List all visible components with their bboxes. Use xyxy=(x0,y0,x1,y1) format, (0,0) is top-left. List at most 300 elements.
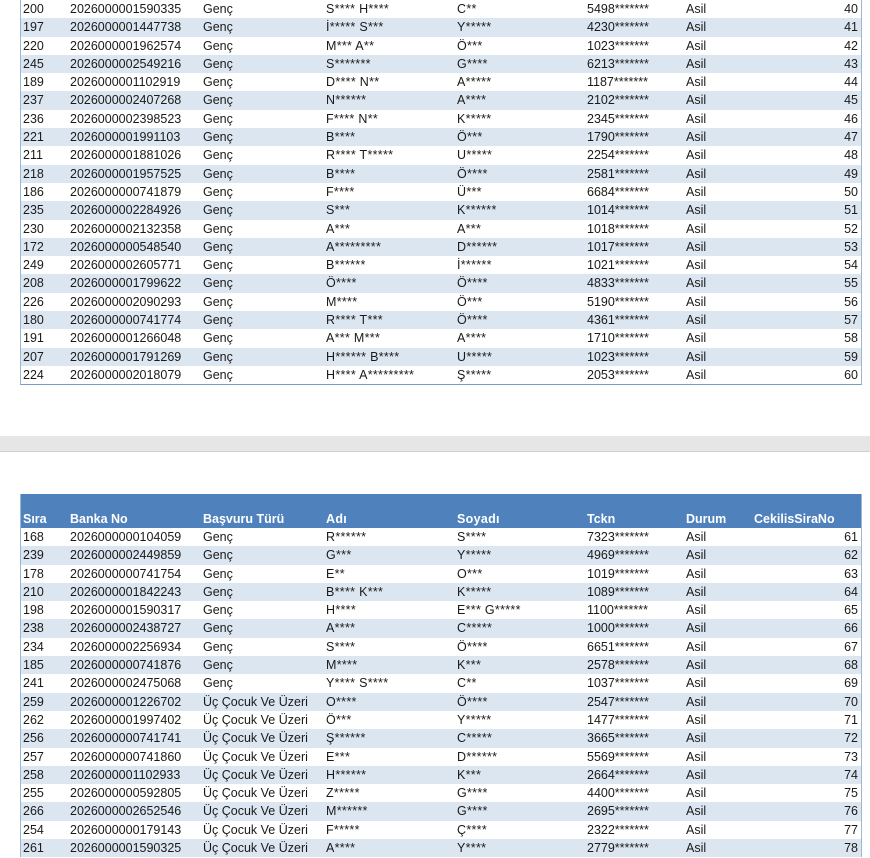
cell-durum: Asil xyxy=(686,148,707,163)
cell-tckn: 5569******* xyxy=(587,749,649,764)
header-tckn: Tckn xyxy=(587,512,616,526)
cell-basvuru-turu: Üç Çocuk Ve Üzeri xyxy=(203,749,308,764)
header-durum: Durum xyxy=(686,512,727,526)
cell-tckn: 1023******* xyxy=(587,38,649,53)
cell-durum: Asil xyxy=(686,548,707,563)
cell-banka-no: 2026000000104059 xyxy=(70,530,182,544)
cell-tckn: 6651******* xyxy=(587,639,649,654)
cell-banka-no: 2026000001226702 xyxy=(70,694,182,709)
cell-basvuru-turu: Genç xyxy=(203,566,233,581)
cell-tckn: 4230******* xyxy=(587,20,649,35)
cell-adi: Ö*** xyxy=(326,712,352,727)
cell-adi: M**** xyxy=(326,658,358,673)
header-soyadi: Soyadı xyxy=(457,512,500,526)
cell-banka-no: 2026000001102933 xyxy=(70,767,181,782)
table-row xyxy=(21,784,861,802)
cell-tckn: 1023******* xyxy=(587,349,649,364)
cell-soyadi: K***** xyxy=(457,111,492,126)
cell-durum: Asil xyxy=(686,38,707,53)
cell-soyadi: O*** xyxy=(457,566,483,581)
cell-banka-no: 2026000002284926 xyxy=(70,203,182,218)
cell-adi: Z***** xyxy=(326,786,360,801)
cell-soyadi: C***** xyxy=(457,731,493,746)
cell-adi: D**** N** xyxy=(326,75,380,90)
cell-sira: 186 xyxy=(23,184,44,199)
cell-durum: Asil xyxy=(686,130,707,145)
cell-adi: E*** xyxy=(326,749,351,764)
cell-sira: 237 xyxy=(23,93,44,108)
cell-sira: 168 xyxy=(23,530,44,544)
cell-cekilis-sira-no: 71 xyxy=(844,712,858,727)
cell-durum: Asil xyxy=(686,676,707,691)
cell-basvuru-turu: Genç xyxy=(203,313,233,328)
cell-basvuru-turu: Genç xyxy=(203,203,233,218)
cell-banka-no: 2026000001590325 xyxy=(70,841,182,856)
cell-cekilis-sira-no: 52 xyxy=(844,221,858,236)
table-row xyxy=(21,55,861,73)
cell-basvuru-turu: Genç xyxy=(203,658,233,673)
cell-basvuru-turu: Üç Çocuk Ve Üzeri xyxy=(203,841,308,856)
cell-sira: 226 xyxy=(23,294,44,309)
cell-tckn: 6684******* xyxy=(587,184,649,199)
cell-basvuru-turu: Genç xyxy=(203,367,233,382)
cell-basvuru-turu: Üç Çocuk Ve Üzeri xyxy=(203,786,308,801)
cell-sira: 197 xyxy=(23,20,44,35)
header-basvuru-turu: Başvuru Türü xyxy=(203,512,285,526)
cell-adi: H****** B**** xyxy=(326,349,400,364)
cell-adi: F**** N** xyxy=(326,111,379,126)
cell-durum: Asil xyxy=(686,749,707,764)
table-row xyxy=(21,311,861,329)
cell-durum: Asil xyxy=(686,239,707,254)
cell-cekilis-sira-no: 53 xyxy=(844,239,858,254)
table-row xyxy=(21,748,861,766)
table-row xyxy=(21,348,861,366)
cell-banka-no: 2026000000548540 xyxy=(70,239,182,254)
cell-soyadi: A***** xyxy=(457,75,492,90)
cell-durum: Asil xyxy=(686,767,707,782)
cell-basvuru-turu: Genç xyxy=(203,148,233,163)
cell-cekilis-sira-no: 68 xyxy=(844,658,858,673)
cell-basvuru-turu: Genç xyxy=(203,56,233,71)
cell-cekilis-sira-no: 56 xyxy=(844,294,858,309)
cell-basvuru-turu: Genç xyxy=(203,130,233,145)
cell-banka-no: 2026000001791269 xyxy=(70,349,182,364)
cell-sira: 254 xyxy=(23,822,44,837)
cell-banka-no: 2026000000592805 xyxy=(70,786,182,801)
cell-cekilis-sira-no: 59 xyxy=(844,349,858,364)
cell-tckn: 4833******* xyxy=(587,276,649,291)
cell-basvuru-turu: Genç xyxy=(203,38,233,53)
cell-banka-no: 2026000001997402 xyxy=(70,712,182,727)
cell-basvuru-turu: Genç xyxy=(203,75,233,90)
table-header-row xyxy=(21,494,861,528)
cell-adi: B**** xyxy=(326,166,356,181)
cell-adi: R**** T***** xyxy=(326,148,394,163)
cell-cekilis-sira-no: 50 xyxy=(844,184,858,199)
cell-tckn: 2102******* xyxy=(587,93,649,108)
page-break xyxy=(0,436,870,452)
cell-tckn: 1037******* xyxy=(587,676,649,691)
table-row xyxy=(21,656,861,674)
cell-durum: Asil xyxy=(686,93,707,108)
cell-soyadi: Ö*** xyxy=(457,294,483,309)
table-row xyxy=(21,583,861,601)
cell-sira: 221 xyxy=(23,130,44,145)
cell-banka-no: 2026000000741876 xyxy=(70,658,182,673)
cell-sira: 189 xyxy=(23,75,44,90)
table-row xyxy=(21,201,861,219)
results-table-top xyxy=(20,0,862,385)
cell-tckn: 4361******* xyxy=(587,313,649,328)
cell-durum: Asil xyxy=(686,184,707,199)
table-row xyxy=(21,37,861,55)
cell-basvuru-turu: Üç Çocuk Ve Üzeri xyxy=(203,767,308,782)
cell-sira: 220 xyxy=(23,38,44,53)
cell-cekilis-sira-no: 41 xyxy=(844,20,858,35)
cell-banka-no: 2026000001962574 xyxy=(70,38,182,53)
cell-cekilis-sira-no: 44 xyxy=(844,75,858,90)
cell-banka-no: 2026000001799622 xyxy=(70,276,182,291)
cell-durum: Asil xyxy=(686,75,707,90)
cell-banka-no: 2026000000741774 xyxy=(70,313,182,328)
cell-adi: S**** xyxy=(326,639,356,654)
cell-basvuru-turu: Genç xyxy=(203,258,233,273)
cell-adi: O**** xyxy=(326,694,357,709)
table-row xyxy=(21,821,861,839)
cell-adi: A*** M*** xyxy=(326,331,381,346)
cell-soyadi: Ö**** xyxy=(457,313,488,328)
cell-tckn: 2581******* xyxy=(587,166,649,181)
cell-sira: 257 xyxy=(23,749,44,764)
cell-banka-no: 2026000001266048 xyxy=(70,331,182,346)
header-sira: Sıra xyxy=(23,512,47,526)
cell-basvuru-turu: Genç xyxy=(203,530,233,544)
table-row xyxy=(21,146,861,164)
cell-basvuru-turu: Genç xyxy=(203,221,233,236)
cell-banka-no: 2026000002605771 xyxy=(70,258,182,273)
cell-sira: 234 xyxy=(23,639,44,654)
cell-cekilis-sira-no: 42 xyxy=(844,38,858,53)
cell-basvuru-turu: Genç xyxy=(203,349,233,364)
cell-sira: 191 xyxy=(23,331,44,346)
cell-tckn: 7323******* xyxy=(587,530,649,544)
table-row xyxy=(21,293,861,311)
cell-durum: Asil xyxy=(686,694,707,709)
cell-durum: Asil xyxy=(686,658,707,673)
cell-soyadi: Ç**** xyxy=(457,822,487,837)
cell-cekilis-sira-no: 49 xyxy=(844,166,858,181)
cell-cekilis-sira-no: 45 xyxy=(844,93,858,108)
cell-soyadi: K*** xyxy=(457,658,482,673)
cell-tckn: 2695******* xyxy=(587,804,649,819)
cell-banka-no: 2026000001102919 xyxy=(70,75,181,90)
table-row xyxy=(21,601,861,619)
cell-basvuru-turu: Genç xyxy=(203,239,233,254)
cell-durum: Asil xyxy=(686,566,707,581)
cell-adi: M**** xyxy=(326,294,358,309)
cell-banka-no: 2026000000741860 xyxy=(70,749,182,764)
cell-durum: Asil xyxy=(686,166,707,181)
cell-sira: 259 xyxy=(23,694,44,709)
cell-cekilis-sira-no: 77 xyxy=(844,822,858,837)
cell-soyadi: Ö**** xyxy=(457,166,488,181)
cell-sira: 200 xyxy=(23,2,44,16)
cell-sira: 218 xyxy=(23,166,44,181)
cell-basvuru-turu: Genç xyxy=(203,548,233,563)
cell-basvuru-turu: Üç Çocuk Ve Üzeri xyxy=(203,804,308,819)
table-row xyxy=(21,546,861,564)
table-row xyxy=(21,329,861,347)
table-row xyxy=(21,766,861,784)
cell-tckn: 1019******* xyxy=(587,566,649,581)
table-row xyxy=(21,73,861,91)
cell-soyadi: Ö**** xyxy=(457,276,488,291)
cell-tckn: 4969******* xyxy=(587,548,649,563)
cell-basvuru-turu: Üç Çocuk Ve Üzeri xyxy=(203,822,308,837)
cell-durum: Asil xyxy=(686,331,707,346)
cell-tckn: 2664******* xyxy=(587,767,649,782)
table-row xyxy=(21,693,861,711)
cell-tckn: 1790******* xyxy=(587,130,649,145)
cell-basvuru-turu: Genç xyxy=(203,276,233,291)
cell-sira: 208 xyxy=(23,276,44,291)
cell-basvuru-turu: Genç xyxy=(203,2,233,16)
cell-tckn: 1187******* xyxy=(587,75,648,90)
cell-soyadi: C** xyxy=(457,2,477,16)
cell-adi: H**** xyxy=(326,603,356,618)
cell-tckn: 1000******* xyxy=(587,621,649,636)
cell-tckn: 1710******* xyxy=(587,331,649,346)
cell-durum: Asil xyxy=(686,841,707,856)
cell-basvuru-turu: Genç xyxy=(203,93,233,108)
cell-durum: Asil xyxy=(686,603,707,618)
cell-tckn: 2254******* xyxy=(587,148,649,163)
cell-soyadi: Ö**** xyxy=(457,694,488,709)
cell-banka-no: 2026000002407268 xyxy=(70,93,182,108)
header-cekilis-sira-no: CekilisSiraNo xyxy=(754,512,835,526)
cell-banka-no: 2026000001957525 xyxy=(70,166,182,181)
cell-basvuru-turu: Genç xyxy=(203,639,233,654)
cell-cekilis-sira-no: 75 xyxy=(844,786,858,801)
header-adi: Adı xyxy=(326,512,348,526)
cell-soyadi: Ö*** xyxy=(457,130,483,145)
cell-soyadi: C***** xyxy=(457,621,493,636)
cell-adi: S**** H**** xyxy=(326,2,390,16)
cell-sira: 239 xyxy=(23,548,44,563)
cell-adi: N****** xyxy=(326,93,367,108)
cell-adi: S*** xyxy=(326,203,351,218)
cell-soyadi: U***** xyxy=(457,148,493,163)
table-row xyxy=(21,366,861,384)
table-row xyxy=(21,528,861,546)
cell-soyadi: Y***** xyxy=(457,712,492,727)
cell-banka-no: 2026000002018079 xyxy=(70,367,182,382)
cell-cekilis-sira-no: 57 xyxy=(844,313,858,328)
cell-banka-no: 2026000002256934 xyxy=(70,639,182,654)
cell-cekilis-sira-no: 43 xyxy=(844,56,858,71)
table-row xyxy=(21,839,861,857)
cell-banka-no: 2026000001842243 xyxy=(70,584,182,599)
cell-soyadi: Ö**** xyxy=(457,639,488,654)
cell-adi: Ö**** xyxy=(326,276,357,291)
cell-durum: Asil xyxy=(686,313,707,328)
cell-adi: R**** T*** xyxy=(326,313,383,328)
cell-adi: İ***** S*** xyxy=(326,20,384,35)
cell-sira: 261 xyxy=(23,841,44,856)
cell-durum: Asil xyxy=(686,2,707,16)
cell-cekilis-sira-no: 61 xyxy=(844,530,858,544)
cell-soyadi: K***** xyxy=(457,584,492,599)
cell-soyadi: E*** G***** xyxy=(457,603,521,618)
cell-cekilis-sira-no: 78 xyxy=(844,841,858,856)
cell-basvuru-turu: Genç xyxy=(203,676,233,691)
cell-basvuru-turu: Genç xyxy=(203,584,233,599)
table-row xyxy=(21,619,861,637)
cell-soyadi: C** xyxy=(457,676,477,691)
table-row xyxy=(21,128,861,146)
table-row xyxy=(21,674,861,692)
cell-sira: 224 xyxy=(23,367,44,382)
cell-sira: 241 xyxy=(23,676,44,691)
cell-banka-no: 2026000000741879 xyxy=(70,184,182,199)
cell-sira: 262 xyxy=(23,712,44,727)
cell-cekilis-sira-no: 55 xyxy=(844,276,858,291)
table-row xyxy=(21,256,861,274)
results-table-bottom xyxy=(20,494,862,857)
cell-soyadi: K****** xyxy=(457,203,497,218)
cell-soyadi: U***** xyxy=(457,349,493,364)
cell-tckn: 1018******* xyxy=(587,221,649,236)
cell-sira: 207 xyxy=(23,349,44,364)
cell-durum: Asil xyxy=(686,621,707,636)
cell-sira: 211 xyxy=(23,148,43,163)
cell-banka-no: 2026000002398523 xyxy=(70,111,182,126)
cell-tckn: 4400******* xyxy=(587,786,649,801)
cell-durum: Asil xyxy=(686,56,707,71)
cell-soyadi: Ö*** xyxy=(457,38,483,53)
cell-adi: B****** xyxy=(326,258,366,273)
cell-adi: M****** xyxy=(326,804,368,819)
cell-basvuru-turu: Üç Çocuk Ve Üzeri xyxy=(203,731,308,746)
cell-basvuru-turu: Üç Çocuk Ve Üzeri xyxy=(203,712,308,727)
cell-basvuru-turu: Genç xyxy=(203,184,233,199)
cell-cekilis-sira-no: 72 xyxy=(844,731,858,746)
cell-banka-no: 2026000002438727 xyxy=(70,621,182,636)
cell-banka-no: 2026000000741741 xyxy=(70,731,182,746)
cell-basvuru-turu: Genç xyxy=(203,331,233,346)
cell-durum: Asil xyxy=(686,221,707,236)
cell-durum: Asil xyxy=(686,822,707,837)
cell-sira: 172 xyxy=(23,239,44,254)
cell-sira: 198 xyxy=(23,603,44,618)
cell-cekilis-sira-no: 63 xyxy=(844,566,858,581)
cell-soyadi: G**** xyxy=(457,56,488,71)
cell-tckn: 2322******* xyxy=(587,822,649,837)
cell-tckn: 5498******* xyxy=(587,2,649,16)
cell-tckn: 1100******* xyxy=(587,603,648,618)
cell-basvuru-turu: Genç xyxy=(203,603,233,618)
cell-sira: 236 xyxy=(23,111,44,126)
cell-tckn: 6213******* xyxy=(587,56,649,71)
cell-cekilis-sira-no: 65 xyxy=(844,603,858,618)
cell-soyadi: A**** xyxy=(457,93,487,108)
cell-soyadi: A*** xyxy=(457,221,482,236)
cell-soyadi: İ****** xyxy=(457,258,492,273)
table-row xyxy=(21,711,861,729)
cell-durum: Asil xyxy=(686,20,707,35)
cell-soyadi: Ü*** xyxy=(457,184,482,199)
cell-adi: H**** A********* xyxy=(326,367,415,382)
cell-basvuru-turu: Genç xyxy=(203,20,233,35)
cell-soyadi: Y***** xyxy=(457,20,492,35)
cell-sira: 256 xyxy=(23,731,44,746)
cell-banka-no: 2026000002475068 xyxy=(70,676,182,691)
cell-adi: M*** A** xyxy=(326,38,375,53)
cell-banka-no: 2026000002449859 xyxy=(70,548,182,563)
table-row xyxy=(21,638,861,656)
cell-basvuru-turu: Genç xyxy=(203,294,233,309)
cell-durum: Asil xyxy=(686,584,707,599)
cell-adi: A**** xyxy=(326,841,356,856)
cell-cekilis-sira-no: 64 xyxy=(844,584,858,599)
cell-basvuru-turu: Genç xyxy=(203,111,233,126)
cell-sira: 255 xyxy=(23,786,44,801)
cell-cekilis-sira-no: 54 xyxy=(844,258,858,273)
table-row xyxy=(21,238,861,256)
cell-durum: Asil xyxy=(686,203,707,218)
cell-adi: B**** xyxy=(326,130,356,145)
cell-basvuru-turu: Genç xyxy=(203,621,233,636)
cell-soyadi: D****** xyxy=(457,749,498,764)
cell-cekilis-sira-no: 76 xyxy=(844,804,858,819)
cell-adi: R****** xyxy=(326,530,367,544)
table-row xyxy=(21,802,861,820)
cell-sira: 238 xyxy=(23,621,44,636)
cell-tckn: 1477******* xyxy=(587,712,649,727)
cell-sira: 235 xyxy=(23,203,44,218)
cell-adi: F**** xyxy=(326,184,355,199)
cell-durum: Asil xyxy=(686,111,707,126)
cell-durum: Asil xyxy=(686,712,707,727)
cell-tckn: 2345******* xyxy=(587,111,649,126)
cell-cekilis-sira-no: 66 xyxy=(844,621,858,636)
cell-cekilis-sira-no: 67 xyxy=(844,639,858,654)
cell-banka-no: 2026000002090293 xyxy=(70,294,182,309)
cell-basvuru-turu: Üç Çocuk Ve Üzeri xyxy=(203,694,308,709)
cell-soyadi: Y**** xyxy=(457,841,487,856)
cell-cekilis-sira-no: 40 xyxy=(844,2,858,16)
cell-tckn: 5190******* xyxy=(587,294,649,309)
cell-cekilis-sira-no: 46 xyxy=(844,111,858,126)
cell-sira: 249 xyxy=(23,258,44,273)
cell-adi: Ş****** xyxy=(326,731,366,746)
table-row xyxy=(21,183,861,201)
cell-soyadi: D****** xyxy=(457,239,498,254)
cell-tckn: 1017******* xyxy=(587,239,649,254)
cell-durum: Asil xyxy=(686,276,707,291)
cell-soyadi: Y***** xyxy=(457,548,492,563)
cell-banka-no: 2026000001590335 xyxy=(70,2,182,16)
cell-adi: G*** xyxy=(326,548,352,563)
cell-durum: Asil xyxy=(686,367,707,382)
cell-durum: Asil xyxy=(686,349,707,364)
table-row xyxy=(21,110,861,128)
cell-cekilis-sira-no: 48 xyxy=(844,148,858,163)
cell-durum: Asil xyxy=(686,258,707,273)
cell-tckn: 2578******* xyxy=(587,658,649,673)
cell-tckn: 1014******* xyxy=(587,203,649,218)
